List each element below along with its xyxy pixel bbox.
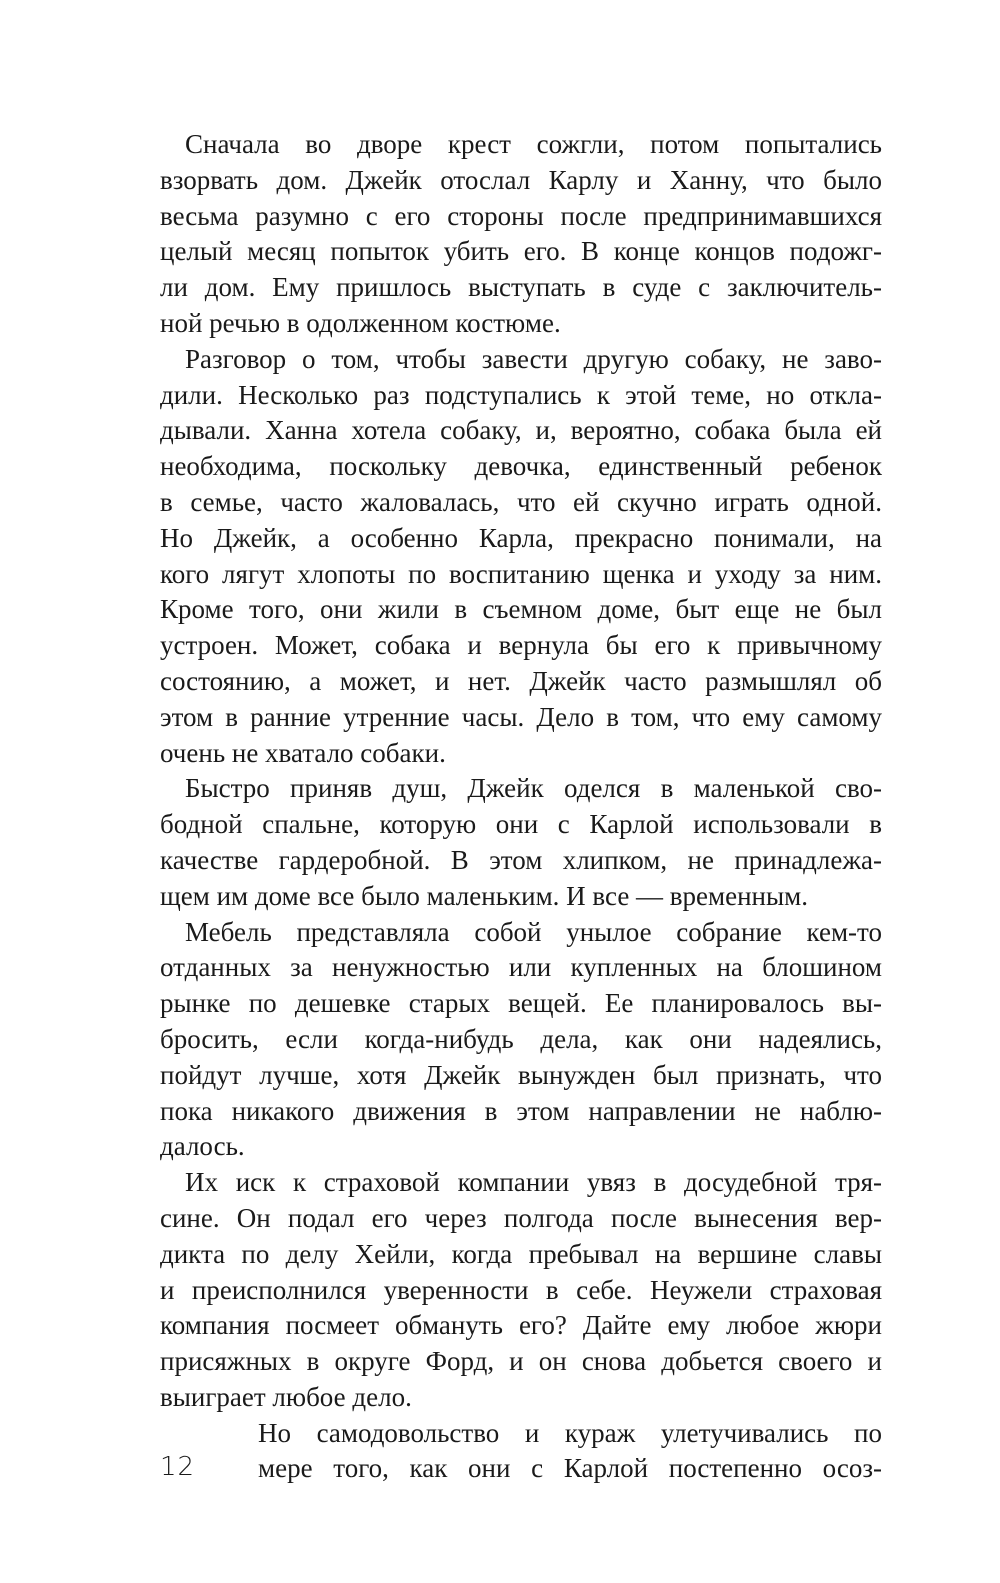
text-line: Быстро приняв душ, Джейк оделся в маленькой сво- bbox=[185, 773, 882, 804]
text-line: Но Джейк, а особенно Карла, прекрасно понимали, на bbox=[160, 522, 882, 553]
text-line: выиграет любое дело. bbox=[160, 1381, 412, 1412]
text-line: пока никакого движения в этом направлении не наблю- bbox=[160, 1095, 882, 1126]
text-line: ной речью в одолженном костюме. bbox=[160, 307, 561, 338]
text-line: дикта по делу Хейли, когда пребывал на вершине славы bbox=[160, 1238, 882, 1269]
text-line: взорвать дом. Джейк отослал Карлу и Ханну, что было bbox=[160, 164, 882, 195]
text-line: весьма разумно с его стороны после предпринимавшихся bbox=[160, 200, 882, 231]
text-line: дывали. Ханна хотела собаку, и, вероятно, собака была ей bbox=[160, 415, 882, 446]
text-line: компания посмеет обмануть его? Дайте ему любое жюри bbox=[160, 1310, 882, 1341]
text-line: Их иск к страховой компании увяз в досудебной тря- bbox=[185, 1167, 882, 1198]
text-line: сине. Он подал его через полгода после вынесения вер- bbox=[160, 1202, 882, 1233]
text-line: Мебель представляла собой унылое собрание кем-то bbox=[185, 916, 882, 947]
text-line: кого лягут хлопоты по воспитанию щенка и уходу за ним. bbox=[160, 558, 882, 589]
page-number: 12 bbox=[160, 1452, 196, 1482]
text-line: очень не хватало собаки. bbox=[160, 737, 446, 768]
text-line: качестве гардеробной. В этом хлипком, не принадлежа- bbox=[160, 844, 882, 875]
text-line: и преисполнился уверенности в себе. Неужели страховая bbox=[160, 1274, 882, 1305]
text-line: состоянию, а может, и нет. Джейк часто размышлял об bbox=[160, 665, 882, 696]
text-line: Кроме того, они жили в съемном доме, быт еще не был bbox=[160, 594, 882, 625]
text-line: Разговор о том, чтобы завести другую собаку, не заво- bbox=[185, 343, 882, 374]
text-line: щем им доме все было маленьким. И все — временным. bbox=[160, 880, 808, 911]
text-line: Но самодовольство и кураж улетучивались по bbox=[258, 1417, 882, 1448]
text-line: ли дом. Ему пришлось выступать в суде с заключитель- bbox=[160, 272, 882, 303]
body-text bbox=[160, 127, 882, 1487]
text-line: мере того, как они с Карлой постепенно осоз- bbox=[258, 1453, 882, 1484]
text-line: этом в ранние утренние часы. Дело в том, что ему самому bbox=[160, 701, 882, 732]
text-line: присяжных в округе Форд, и он снова добьется своего и bbox=[160, 1346, 882, 1377]
text-line: дили. Несколько раз подступались к этой теме, но откла- bbox=[160, 379, 882, 410]
text-line: Сначала во дворе крест сожгли, потом попытались bbox=[185, 129, 882, 159]
text-line: бодной спальне, которую они с Карлой использовали в bbox=[160, 809, 882, 840]
text-line: целый месяц попыток убить его. В конце концов подожг- bbox=[160, 236, 882, 267]
text-line: рынке по дешевке старых вещей. Ее планировалось вы- bbox=[160, 988, 882, 1019]
text-line: далось. bbox=[160, 1131, 245, 1162]
text-line: устроен. Может, собака и вернула бы его к привычному bbox=[160, 630, 882, 661]
text-line: необходима, поскольку девочка, единственный ребенок bbox=[160, 451, 882, 482]
text-line: в семье, часто жаловалась, что ей скучно играть одной. bbox=[160, 486, 882, 517]
text-line: бросить, если когда-нибудь дела, как они надеялись, bbox=[160, 1023, 882, 1054]
text-line: отданных за ненужностью или купленных на блошином bbox=[160, 952, 882, 983]
text-line: пойдут лучше, хотя Джейк вынужден был признать, что bbox=[160, 1059, 882, 1090]
